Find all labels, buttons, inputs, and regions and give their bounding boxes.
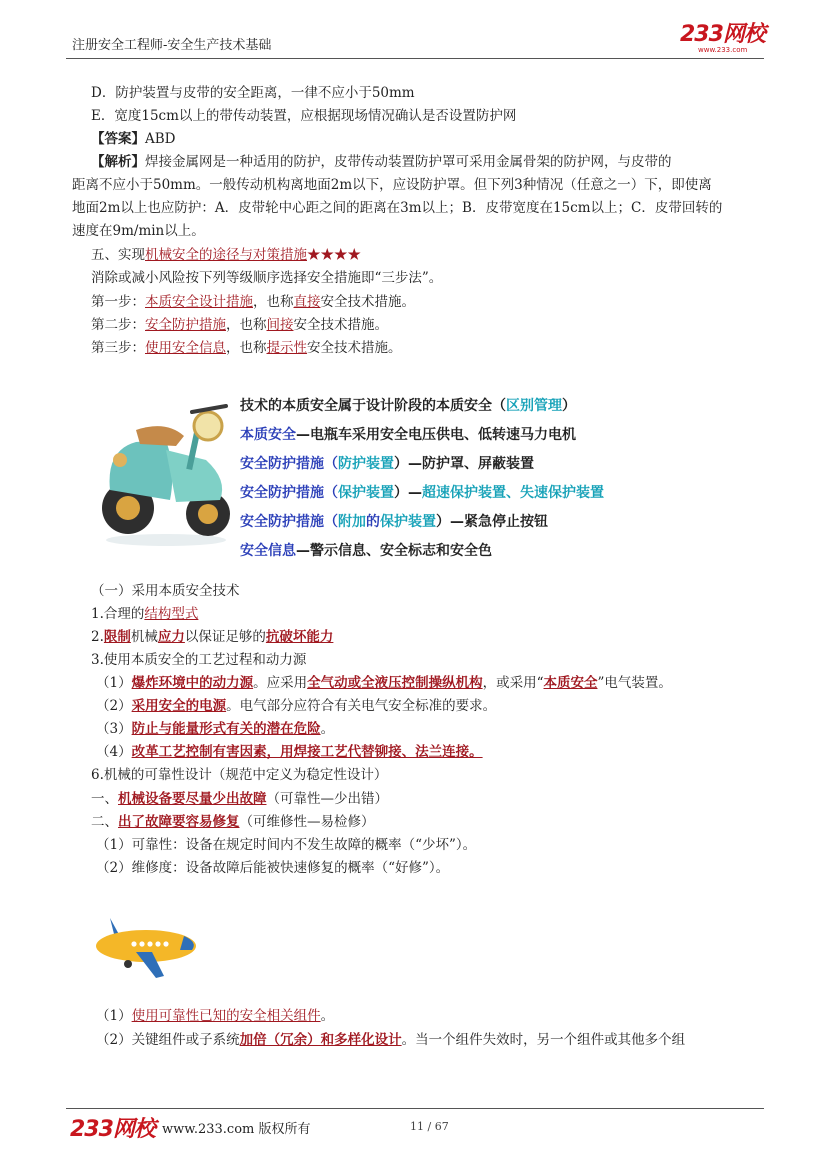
- step-3: 第三步：使用安全信息，也称提示性安全技术措施。: [91, 340, 402, 356]
- item-3-1: （1）爆炸环境中的动力源。应采用全气动或全液压控制操纵机构，或采用“本质安全”电气装置。: [96, 675, 672, 691]
- panel-line-5: 安全防护措施（附加的保护装置）—紧急停止按钮: [240, 514, 548, 530]
- item-1: 1.合理的结构型式: [91, 606, 199, 622]
- star-rating: ★★★★: [307, 247, 361, 263]
- reliability-point-2: 二、出了故障要容易修复（可维修性—易检修）: [91, 814, 375, 830]
- panel-line-2: 本质安全—电瓶车采用安全电压供电、低转速马力电机: [240, 427, 576, 443]
- option-e: E．宽度15cm以上的带传动装置，应根据现场情况确认是否设置防护网: [91, 108, 517, 124]
- page-header-title: 注册安全工程师-安全生产技术基础: [72, 38, 272, 53]
- explanation-line-2: 距离不应小于50mm。一般传动机构离地面2m以下，应设防护罩。但下列3种情况（任意之一）下，即使离: [72, 177, 712, 193]
- footer-copyright: www.233.com 版权所有: [162, 1122, 311, 1137]
- item-3: 3.使用本质安全的工艺过程和动力源: [91, 652, 307, 668]
- panel-line-4: 安全防护措施（保护装置）—超速保护装置、失速保护装置: [240, 485, 604, 501]
- explanation-text-1: 焊接金属网是一种适用的防护，皮带传动装置防护罩可采用金属骨架的防护网，与皮带的: [145, 154, 672, 170]
- item-6: 6.机械的可靠性设计（规范中定义为稳定性设计）: [91, 767, 388, 783]
- brand-logo-text: 233网校: [680, 22, 765, 47]
- item-2: 2.限制机械应力以保证足够的抗破坏能力: [91, 629, 334, 645]
- brand-logo-url: www.233.com: [698, 46, 748, 54]
- reliability-point-1: 一、机械设备要尽量少出故障（可靠性—少出错）: [91, 791, 388, 807]
- answer-line: [91, 130, 176, 148]
- panel-line-1: 技术的本质安全属于设计阶段的本质安全（区别管理）: [240, 398, 576, 414]
- maintainability-def: （2）维修度：设备故障后能被快速修复的概率（“好修”）。: [96, 860, 450, 876]
- airplane-illustration: [88, 912, 200, 982]
- item-3-4: （4）改革工艺控制有害因素，用焊接工艺代替铆接、法兰连接。: [96, 744, 483, 760]
- explanation-line-1: [91, 153, 672, 171]
- redundancy-point-2: （2）关键组件或子系统加倍（冗余）和多样化设计。当一个组件失效时，另一个组件或其他多个组: [96, 1032, 686, 1048]
- option-d: D．防护装置与皮带的安全距离，一律不应小于50mm: [91, 85, 415, 101]
- header-divider: [66, 58, 764, 59]
- sub-heading-1: （一）采用本质安全技术: [91, 583, 240, 599]
- scooter-illustration: [96, 390, 236, 550]
- item-3-2: （2）采用安全的电源。电气部分应符合有关电气安全标准的要求。: [96, 698, 497, 714]
- brand-logo[interactable]: [680, 24, 770, 54]
- explanation-line-4: 速度在9m/min以上。: [72, 223, 205, 239]
- redundancy-point-1: （1）使用可靠性已知的安全相关组件。: [96, 1008, 335, 1024]
- page-number: 11 / 67: [410, 1120, 449, 1133]
- panel-line-6: 安全信息—警示信息、安全标志和安全色: [240, 543, 492, 559]
- item-3-3: （3）防止与能量形式有关的潜在危险。: [96, 721, 335, 737]
- explanation-line-3: 地面2m以上也应防护：A．皮带轮中心距之间的距离在3m以上；B．皮带宽度在15cm以上；C．皮带回转的: [72, 200, 723, 216]
- section-5-title: 机械安全的途径与对策措施: [145, 247, 307, 263]
- section-5-prefix: 五、实现: [91, 247, 145, 263]
- answer-value: ABD: [145, 131, 176, 147]
- section-5-heading: [91, 246, 361, 264]
- answer-tag: 【答案】: [91, 131, 145, 147]
- footer-divider: [66, 1108, 764, 1109]
- panel-line-3: 安全防护措施（防护装置）—防护罩、屏蔽装置: [240, 456, 534, 472]
- reliability-def: （1）可靠性：设备在规定时间内不发生故障的概率（“少坏”）。: [96, 837, 477, 853]
- explanation-tag: 【解析】: [91, 154, 145, 170]
- footer-logo[interactable]: 233网校: [70, 1117, 155, 1142]
- step-1: 第一步：本质安全设计措施，也称直接安全技术措施。: [91, 294, 415, 310]
- section-5-desc: 消除或减小风险按下列等级顺序选择安全措施即“三步法”。: [91, 270, 443, 286]
- step-2: 第二步：安全防护措施，也称间接安全技术措施。: [91, 317, 388, 333]
